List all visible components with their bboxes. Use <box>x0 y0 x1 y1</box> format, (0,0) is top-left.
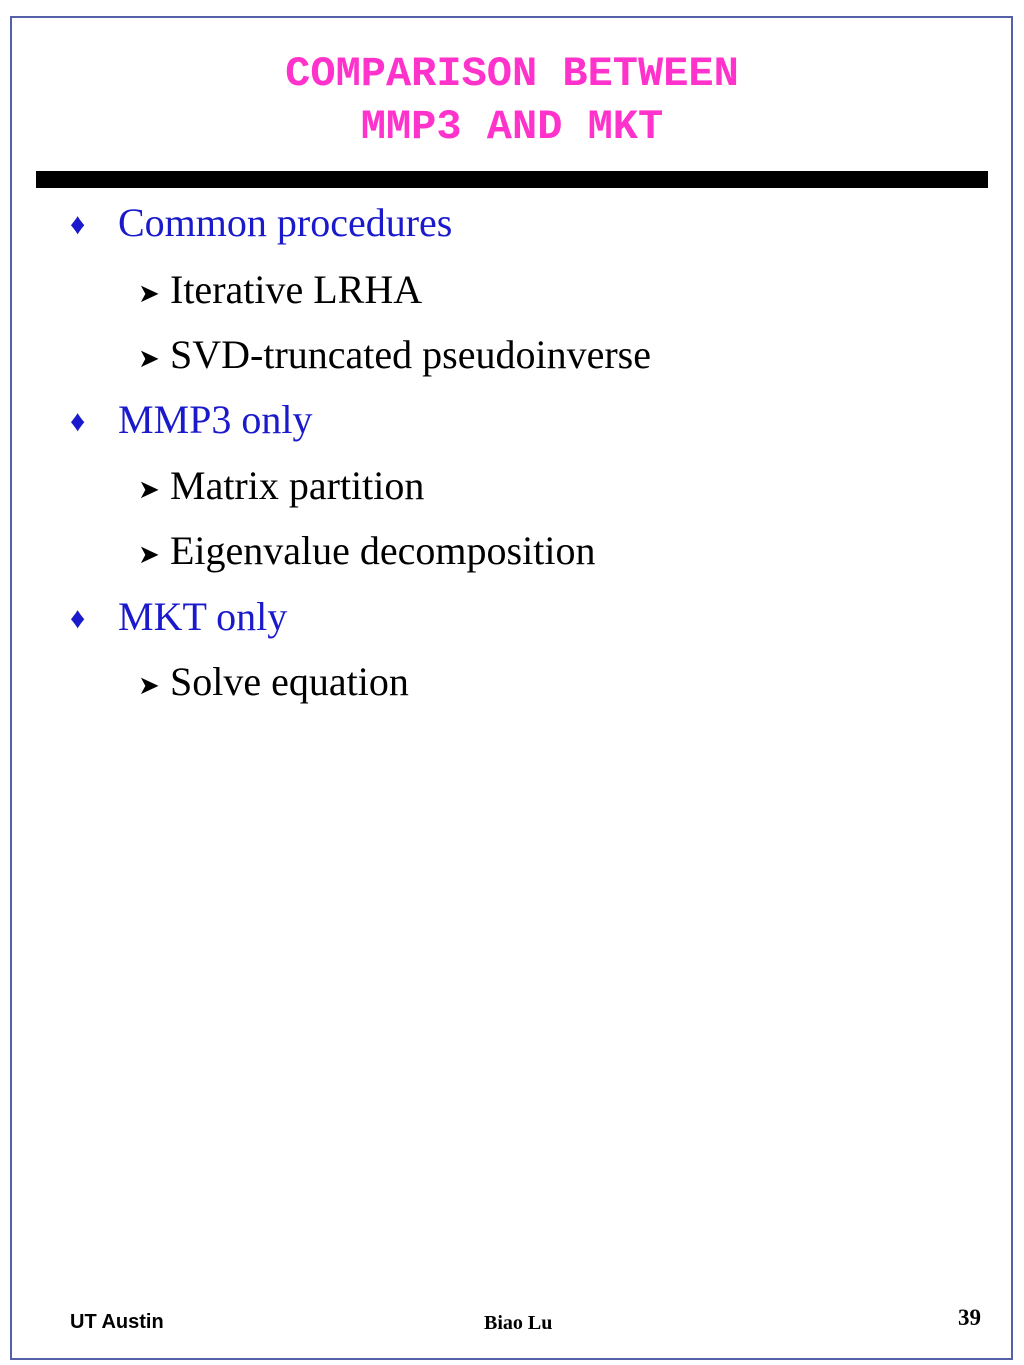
diamond-bullet-icon: ♦ <box>70 405 86 438</box>
slide-title-line-1: COMPARISON BETWEEN <box>285 50 739 98</box>
arrowhead-bullet-icon: ➤ <box>138 279 160 308</box>
sub-bullet-eigenvalue-decomposition <box>138 527 595 579</box>
slide-title-line-2: MMP3 AND MKT <box>360 103 664 151</box>
bullet-common-procedures <box>70 199 452 249</box>
sub-bullet-matrix-partition <box>138 462 424 514</box>
sub-bullet-label: Solve equation <box>170 659 409 704</box>
sub-bullet-iterative-lrha <box>138 266 422 318</box>
title-divider <box>36 171 988 188</box>
footer-institution: UT Austin <box>70 1311 164 1333</box>
sub-bullet-label: SVD-truncated pseudoinverse <box>170 332 651 377</box>
sub-bullet-svd-truncated <box>138 331 651 383</box>
bullet-label: Common procedures <box>118 200 453 245</box>
sub-bullet-label: Iterative LRHA <box>170 267 423 312</box>
bullet-label: MMP3 only <box>118 397 313 442</box>
arrowhead-bullet-icon: ➤ <box>138 475 160 504</box>
bullet-mkt-only <box>70 593 287 643</box>
sub-bullet-solve-equation <box>138 658 409 710</box>
diamond-bullet-icon: ♦ <box>70 208 86 241</box>
sub-bullet-label: Eigenvalue decomposition <box>170 528 596 573</box>
arrowhead-bullet-icon: ➤ <box>138 344 160 373</box>
sub-bullet-label: Matrix partition <box>170 463 425 508</box>
bullet-mmp3-only <box>70 396 313 446</box>
arrowhead-bullet-icon: ➤ <box>138 671 160 700</box>
page-number: 39 <box>958 1305 981 1330</box>
arrowhead-bullet-icon: ➤ <box>138 540 160 569</box>
diamond-bullet-icon: ♦ <box>70 602 86 635</box>
footer-author: Biao Lu <box>484 1312 553 1334</box>
bullet-label: MKT only <box>118 594 288 639</box>
